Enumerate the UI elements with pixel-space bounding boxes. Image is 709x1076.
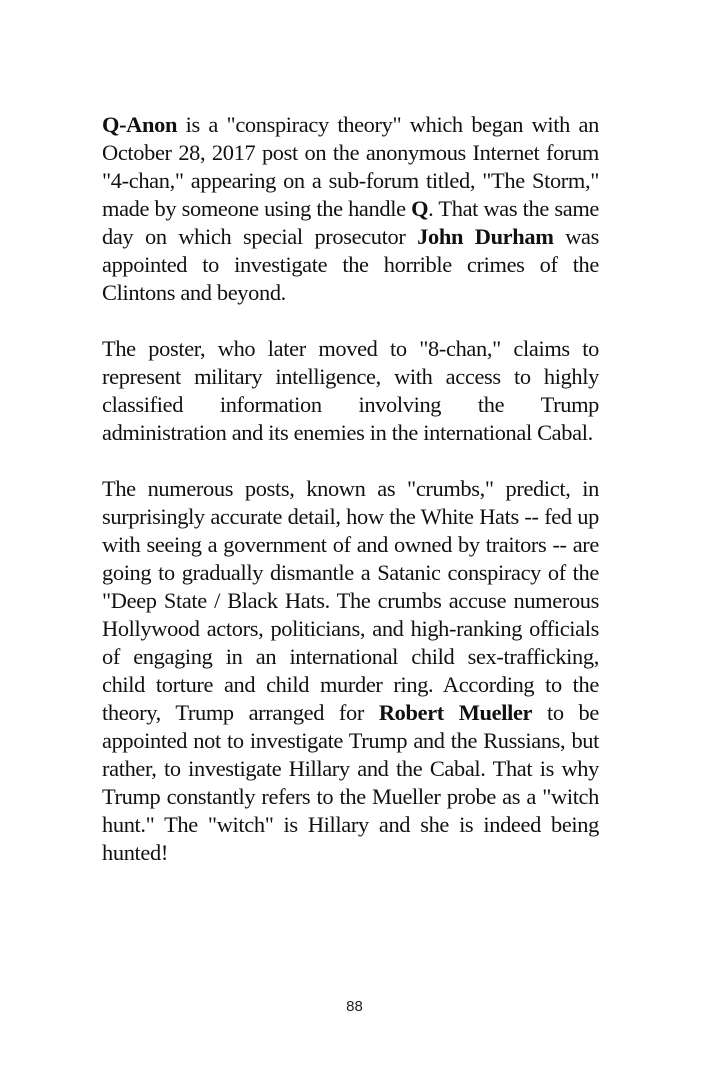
text-span: is a "conspiracy theory" which began with an October 28, 2017 post on the anonymous Internet forum "4-chan," appearing on a sub-forum titled, "The Storm," made by someone using the handle [102, 112, 599, 221]
text-span: to be appointed not to investigate Trump and the Russians, but rather, to investigate Hillary and the Cabal. That is why Trump constantly refers to the Mueller probe as a "witch hunt." The "witch" is Hillary and she is indeed being hunted! [102, 700, 599, 865]
body-text [102, 111, 599, 895]
text-span: The poster, who later moved to "8-chan," claims to represent military intelligence, with access to highly classified information involving the Trump administration and its enemies in the international Cabal. [102, 336, 599, 445]
name-robert-mueller: Robert Mueller [378, 700, 533, 725]
page-number: 88 [346, 998, 363, 1015]
text-span: The numerous posts, known as "crumbs," predict, in surprisingly accurate detail, how the White Hats -- fed up with seeing a government of and owned by traitors -- are going to gradually dismantle a Satanic conspiracy of the "Deep State / Black Hats. The crumbs accuse numerous Hollywood actors, politicians, and high-ranking officials of engaging in an international child sex-trafficking, child torture and child murder ring. According to the theory, Trump arranged for [102, 476, 599, 725]
text-span: . That was the same day on which special prosecutor [102, 196, 599, 249]
term-q: Q [411, 196, 429, 221]
term-q-anon: Q-Anon [102, 112, 178, 137]
paragraph-3 [102, 475, 599, 867]
name-john-durham: John Durham [417, 224, 554, 249]
text-span: was appointed to investigate the horrible crimes of the Clintons and beyond. [102, 224, 599, 305]
paragraph-2 [102, 335, 599, 447]
paragraph-1 [102, 111, 599, 307]
